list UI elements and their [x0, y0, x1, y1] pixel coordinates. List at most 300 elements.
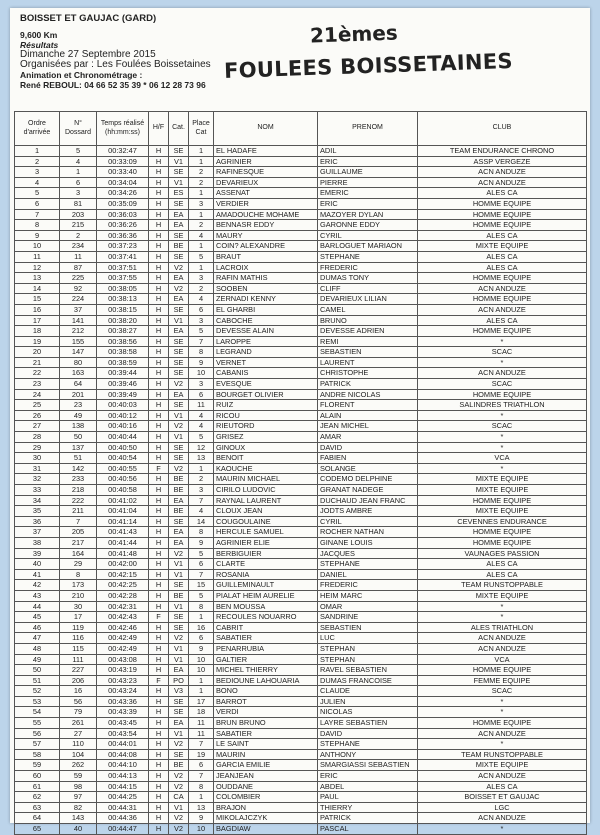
cell-sex: H — [149, 188, 169, 199]
cell-category-place: 8 — [189, 527, 214, 538]
table-row — [15, 760, 587, 771]
table-row — [15, 516, 587, 527]
table-row — [15, 410, 587, 421]
cell-category: EA — [169, 527, 189, 538]
cell-sex: H — [149, 633, 169, 644]
cell-order: 36 — [15, 516, 60, 527]
cell-bib: 147 — [60, 347, 97, 358]
cell-category-place: 9 — [189, 537, 214, 548]
cell-bib: 206 — [60, 675, 97, 686]
cell-category: V1 — [169, 654, 189, 665]
cell-bib: 79 — [60, 707, 97, 718]
cell-category: EA — [169, 220, 189, 231]
cell-sex: H — [149, 781, 169, 792]
event-date: Dimanche 27 Septembre 2015 — [20, 49, 156, 60]
cell-sex: H — [149, 813, 169, 824]
results-sheet — [10, 8, 590, 833]
cell-bib: 212 — [60, 326, 97, 337]
cell-order: 28 — [15, 432, 60, 443]
cell-time: 00:40:55 — [97, 463, 149, 474]
cell-name: AMADOUCHE MOHAME — [214, 209, 318, 220]
cell-sex: H — [149, 453, 169, 464]
cell-name: BENOIT — [214, 453, 318, 464]
col-header-name: NOM — [214, 112, 318, 146]
cell-club: MIXTE EQUIPE — [418, 485, 587, 496]
cell-order: 56 — [15, 728, 60, 739]
cell-bib: 234 — [60, 241, 97, 252]
cell-club: ACN ANDUZE — [418, 728, 587, 739]
table-row — [15, 802, 587, 813]
cell-name: CABRIT — [214, 622, 318, 633]
cell-time: 00:36:36 — [97, 230, 149, 241]
cell-category-place: 7 — [189, 771, 214, 782]
cell-sex: H — [149, 696, 169, 707]
cell-category: SE — [169, 580, 189, 591]
cell-bib: 138 — [60, 421, 97, 432]
cell-category-place: 14 — [189, 516, 214, 527]
cell-bib: 23 — [60, 400, 97, 411]
cell-order: 34 — [15, 495, 60, 506]
cell-club: * — [418, 336, 587, 347]
cell-name: MIKOLAJCZYK — [214, 813, 318, 824]
cell-firstname: CLIFF — [318, 283, 418, 294]
cell-sex: H — [149, 389, 169, 400]
cell-firstname: CODEMO DELPHINE — [318, 474, 418, 485]
cell-name: BAGDIAW — [214, 824, 318, 835]
cell-club: ACN ANDUZE — [418, 633, 587, 644]
cell-order: 59 — [15, 760, 60, 771]
table-row — [15, 230, 587, 241]
cell-time: 00:43:45 — [97, 718, 149, 729]
cell-category-place: 1 — [189, 146, 214, 157]
cell-name: SOOBEN — [214, 283, 318, 294]
cell-club: HOMME EQUIPE — [418, 495, 587, 506]
cell-category: SE — [169, 749, 189, 760]
cell-category-place: 5 — [189, 548, 214, 559]
cell-category-place: 3 — [189, 273, 214, 284]
cell-firstname: OMAR — [318, 601, 418, 612]
cell-category-place: 19 — [189, 749, 214, 760]
cell-sex: H — [149, 326, 169, 337]
cell-bib: 104 — [60, 749, 97, 760]
cell-club: TEAM RUNSTOPPABLE — [418, 749, 587, 760]
cell-sex: H — [149, 304, 169, 315]
cell-club: HOMME EQUIPE — [418, 220, 587, 231]
cell-category: EA — [169, 273, 189, 284]
cell-firstname: SEBASTIEN — [318, 622, 418, 633]
cell-bib: 8 — [60, 569, 97, 580]
cell-category-place: 6 — [189, 559, 214, 570]
cell-name: BOURGET OLIVIER — [214, 389, 318, 400]
cell-sex: H — [149, 665, 169, 676]
cell-firstname: GINANE LOUIS — [318, 537, 418, 548]
cell-sex: H — [149, 146, 169, 157]
cell-category: SE — [169, 347, 189, 358]
cell-time: 00:38:13 — [97, 294, 149, 305]
cell-firstname: CHRISTOPHE — [318, 368, 418, 379]
cell-order: 18 — [15, 326, 60, 337]
cell-club: SCAC — [418, 379, 587, 390]
table-row — [15, 495, 587, 506]
cell-category-place: 11 — [189, 400, 214, 411]
cell-firstname: ANDRE NICOLAS — [318, 389, 418, 400]
cell-category-place: 11 — [189, 718, 214, 729]
cell-firstname: PAUL — [318, 792, 418, 803]
cell-category: SE — [169, 442, 189, 453]
cell-club: ALES CA — [418, 188, 587, 199]
cell-sex: H — [149, 622, 169, 633]
cell-club: * — [418, 463, 587, 474]
cell-bib: 164 — [60, 548, 97, 559]
cell-firstname: LUC — [318, 633, 418, 644]
cell-bib: 261 — [60, 718, 97, 729]
cell-name: AGRINIER — [214, 156, 318, 167]
cell-firstname: LAYRE SEBASTIEN — [318, 718, 418, 729]
cell-club: FEMME EQUIPE — [418, 675, 587, 686]
col-header-order: Ordre d'arrivée — [15, 112, 60, 146]
cell-sex: H — [149, 516, 169, 527]
cell-time: 00:34:26 — [97, 188, 149, 199]
cell-category-place: 4 — [189, 294, 214, 305]
cell-time: 00:44:31 — [97, 802, 149, 813]
cell-name: VERNET — [214, 357, 318, 368]
cell-name: EVESQUE — [214, 379, 318, 390]
cell-category-place: 18 — [189, 707, 214, 718]
event-contact: René REBOUL: 04 66 52 35 39 * 06 12 28 73 96 — [20, 80, 206, 90]
cell-category-place: 15 — [189, 580, 214, 591]
cell-category: EA — [169, 326, 189, 337]
cell-time: 00:42:49 — [97, 633, 149, 644]
table-row — [15, 188, 587, 199]
cell-name: RUIZ — [214, 400, 318, 411]
cell-order: 7 — [15, 209, 60, 220]
cell-category: SE — [169, 696, 189, 707]
table-row — [15, 294, 587, 305]
cell-category-place: 9 — [189, 813, 214, 824]
cell-bib: 155 — [60, 336, 97, 347]
cell-order: 8 — [15, 220, 60, 231]
cell-order: 47 — [15, 633, 60, 644]
cell-order: 32 — [15, 474, 60, 485]
cell-category: ES — [169, 188, 189, 199]
cell-category: V2 — [169, 771, 189, 782]
cell-firstname: ADIL — [318, 146, 418, 157]
cell-firstname: STEPHANE — [318, 739, 418, 750]
table-row — [15, 453, 587, 464]
cell-name: DEVESSE ALAIN — [214, 326, 318, 337]
cell-club: ACN ANDUZE — [418, 177, 587, 188]
cell-sex: H — [149, 315, 169, 326]
table-row — [15, 569, 587, 580]
cell-name: COIN? ALEXANDRE — [214, 241, 318, 252]
cell-category: EA — [169, 389, 189, 400]
cell-time: 00:42:49 — [97, 643, 149, 654]
cell-firstname: ANTHONY — [318, 749, 418, 760]
cell-sex: H — [149, 760, 169, 771]
cell-order: 24 — [15, 389, 60, 400]
cell-category: V1 — [169, 410, 189, 421]
cell-club: ALES CA — [418, 781, 587, 792]
cell-category: V2 — [169, 633, 189, 644]
cell-order: 33 — [15, 485, 60, 496]
cell-category: BE — [169, 474, 189, 485]
cell-bib: 224 — [60, 294, 97, 305]
cell-firstname: JULIEN — [318, 696, 418, 707]
cell-club: VAUNAGES PASSION — [418, 548, 587, 559]
table-row — [15, 432, 587, 443]
cell-name: RIEUTORD — [214, 421, 318, 432]
cell-firstname: DAVID — [318, 442, 418, 453]
cell-order: 63 — [15, 802, 60, 813]
cell-bib: 142 — [60, 463, 97, 474]
cell-name: JEANJEAN — [214, 771, 318, 782]
cell-bib: 27 — [60, 728, 97, 739]
cell-name: SABATIER — [214, 633, 318, 644]
cell-category: SE — [169, 230, 189, 241]
cell-category-place: 8 — [189, 347, 214, 358]
table-row — [15, 548, 587, 559]
cell-firstname: DEVARIEUX LILIAN — [318, 294, 418, 305]
cell-name: ASSENAT — [214, 188, 318, 199]
cell-order: 16 — [15, 304, 60, 315]
cell-name: LACROIX — [214, 262, 318, 273]
cell-firstname: AMAR — [318, 432, 418, 443]
cell-bib: 262 — [60, 760, 97, 771]
cell-order: 23 — [15, 379, 60, 390]
cell-category: SE — [169, 707, 189, 718]
cell-bib: 205 — [60, 527, 97, 538]
table-row — [15, 824, 587, 835]
cell-sex: H — [149, 442, 169, 453]
cell-time: 00:42:28 — [97, 590, 149, 601]
cell-firstname: DEVESSE ADRIEN — [318, 326, 418, 337]
cell-sex: H — [149, 379, 169, 390]
cell-firstname: DANIEL — [318, 569, 418, 580]
cell-name: COUGOULAINE — [214, 516, 318, 527]
cell-firstname: FREDERIC — [318, 580, 418, 591]
cell-sex: H — [149, 156, 169, 167]
cell-sex: H — [149, 474, 169, 485]
table-row — [15, 612, 587, 623]
cell-name: GINOUX — [214, 442, 318, 453]
cell-sex: H — [149, 262, 169, 273]
cell-club: CEVENNES ENDURANCE — [418, 516, 587, 527]
cell-category: EA — [169, 495, 189, 506]
cell-order: 42 — [15, 580, 60, 591]
cell-time: 00:41:04 — [97, 506, 149, 517]
cell-sex: H — [149, 485, 169, 496]
cell-bib: 211 — [60, 506, 97, 517]
cell-bib: 163 — [60, 368, 97, 379]
cell-bib: 115 — [60, 643, 97, 654]
cell-category: V1 — [169, 559, 189, 570]
cell-name: MICHEL THIERRY — [214, 665, 318, 676]
cell-sex: H — [149, 527, 169, 538]
cell-firstname: STEPHANE — [318, 251, 418, 262]
cell-time: 00:37:55 — [97, 273, 149, 284]
table-row — [15, 580, 587, 591]
cell-order: 30 — [15, 453, 60, 464]
cell-category: BE — [169, 485, 189, 496]
cell-name: VERDIER — [214, 198, 318, 209]
cell-club: ACN ANDUZE — [418, 283, 587, 294]
cell-name: BENNASR EDDY — [214, 220, 318, 231]
cell-bib: 201 — [60, 389, 97, 400]
cell-sex: H — [149, 739, 169, 750]
cell-bib: 110 — [60, 739, 97, 750]
cell-firstname: EMERIC — [318, 188, 418, 199]
table-row — [15, 537, 587, 548]
cell-firstname: CAMEL — [318, 304, 418, 315]
table-row — [15, 273, 587, 284]
cell-category-place: 3 — [189, 379, 214, 390]
cell-bib: 64 — [60, 379, 97, 390]
cell-time: 00:42:43 — [97, 612, 149, 623]
cell-club: ALES CA — [418, 251, 587, 262]
table-row — [15, 474, 587, 485]
cell-category-place: 4 — [189, 421, 214, 432]
cell-firstname: ERIC — [318, 156, 418, 167]
cell-time: 00:37:41 — [97, 251, 149, 262]
cell-club: BOISSET ET GAUJAC — [418, 792, 587, 803]
cell-bib: 17 — [60, 612, 97, 623]
cell-category-place: 1 — [189, 188, 214, 199]
cell-order: 15 — [15, 294, 60, 305]
cell-order: 4 — [15, 177, 60, 188]
cell-club: ACN ANDUZE — [418, 304, 587, 315]
table-row — [15, 251, 587, 262]
cell-sex: H — [149, 294, 169, 305]
cell-firstname: DUCHAUD JEAN FRANC — [318, 495, 418, 506]
cell-order: 46 — [15, 622, 60, 633]
cell-name: CLOUX JEAN — [214, 506, 318, 517]
cell-category: V3 — [169, 686, 189, 697]
cell-category-place: 2 — [189, 283, 214, 294]
cell-time: 00:41:14 — [97, 516, 149, 527]
cell-order: 53 — [15, 696, 60, 707]
cell-sex: H — [149, 718, 169, 729]
cell-order: 52 — [15, 686, 60, 697]
cell-sex: H — [149, 707, 169, 718]
table-row — [15, 421, 587, 432]
cell-order: 45 — [15, 612, 60, 623]
cell-name: RAFIN MATHIS — [214, 273, 318, 284]
cell-bib: 97 — [60, 792, 97, 803]
cell-club: ACN ANDUZE — [418, 167, 587, 178]
cell-category-place: 4 — [189, 410, 214, 421]
cell-time: 00:34:04 — [97, 177, 149, 188]
cell-bib: 6 — [60, 177, 97, 188]
cell-category-place: 1 — [189, 262, 214, 273]
cell-order: 9 — [15, 230, 60, 241]
cell-name: GARCIA EMILIE — [214, 760, 318, 771]
cell-club: * — [418, 612, 587, 623]
cell-bib: 59 — [60, 771, 97, 782]
cell-firstname: ABDEL — [318, 781, 418, 792]
cell-time: 00:42:00 — [97, 559, 149, 570]
cell-firstname: BARLOGUET MARIAON — [318, 241, 418, 252]
cell-club: HOMME EQUIPE — [418, 665, 587, 676]
table-row — [15, 368, 587, 379]
cell-bib: 210 — [60, 590, 97, 601]
cell-club: SCAC — [418, 686, 587, 697]
cell-name: GRISEZ — [214, 432, 318, 443]
cell-category-place: 13 — [189, 802, 214, 813]
cell-category: CA — [169, 792, 189, 803]
cell-name: CIRILO LUDOVIC — [214, 485, 318, 496]
table-row — [15, 601, 587, 612]
cell-bib: 81 — [60, 198, 97, 209]
cell-category-place: 8 — [189, 601, 214, 612]
cell-club: * — [418, 601, 587, 612]
cell-firstname: STEPHANE — [318, 559, 418, 570]
cell-category-place: 13 — [189, 453, 214, 464]
cell-time: 00:38:15 — [97, 304, 149, 315]
table-row — [15, 400, 587, 411]
cell-firstname: HEIM MARC — [318, 590, 418, 601]
table-row — [15, 696, 587, 707]
cell-sex: H — [149, 177, 169, 188]
cell-club: ALES CA — [418, 230, 587, 241]
cell-sex: H — [149, 580, 169, 591]
cell-bib: 37 — [60, 304, 97, 315]
table-row — [15, 792, 587, 803]
cell-category-place: 1 — [189, 156, 214, 167]
cell-order: 13 — [15, 273, 60, 284]
cell-name: MAURY — [214, 230, 318, 241]
table-row — [15, 357, 587, 368]
cell-time: 00:43:19 — [97, 665, 149, 676]
cell-club: * — [418, 410, 587, 421]
cell-category-place: 1 — [189, 675, 214, 686]
cell-category: V1 — [169, 156, 189, 167]
cell-club: HOMME EQUIPE — [418, 537, 587, 548]
cell-time: 00:44:47 — [97, 824, 149, 835]
cell-firstname: ERIC — [318, 771, 418, 782]
cell-order: 22 — [15, 368, 60, 379]
cell-sex: H — [149, 601, 169, 612]
cell-firstname: LAURENT — [318, 357, 418, 368]
cell-name: LE SAINT — [214, 739, 318, 750]
event-city: BOISSET ET GAUJAC (GARD) — [20, 13, 157, 24]
cell-name: CLARTE — [214, 559, 318, 570]
cell-name: BEDIOUNE LAHOUARIA — [214, 675, 318, 686]
cell-category: SE — [169, 400, 189, 411]
cell-bib: 4 — [60, 156, 97, 167]
cell-bib: 137 — [60, 442, 97, 453]
cell-order: 35 — [15, 506, 60, 517]
cell-time: 00:40:16 — [97, 421, 149, 432]
results-table — [14, 111, 587, 835]
cell-time: 00:44:15 — [97, 781, 149, 792]
cell-time: 00:44:13 — [97, 771, 149, 782]
cell-category: V2 — [169, 379, 189, 390]
cell-bib: 222 — [60, 495, 97, 506]
cell-bib: 30 — [60, 601, 97, 612]
cell-name: PENARRUBIA — [214, 643, 318, 654]
cell-firstname: FABIEN — [318, 453, 418, 464]
cell-category: SE — [169, 304, 189, 315]
cell-firstname: ALAIN — [318, 410, 418, 421]
table-row — [15, 749, 587, 760]
cell-category: V2 — [169, 262, 189, 273]
cell-club: * — [418, 432, 587, 443]
cell-order: 44 — [15, 601, 60, 612]
cell-sex: H — [149, 167, 169, 178]
cell-category: V2 — [169, 283, 189, 294]
cell-club: HOMME EQUIPE — [418, 527, 587, 538]
cell-club: ACN ANDUZE — [418, 771, 587, 782]
